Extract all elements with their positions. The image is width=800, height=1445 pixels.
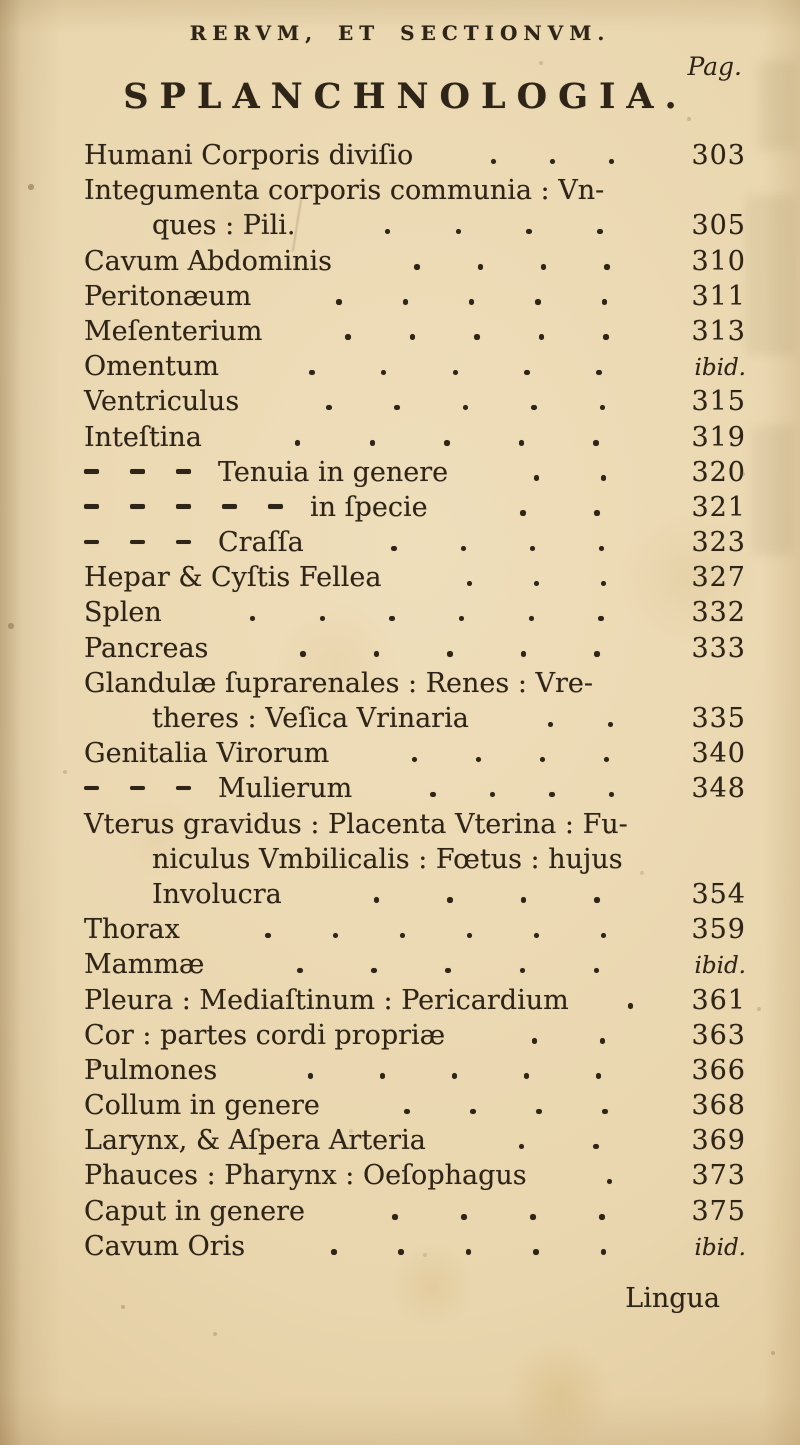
leader-dot (596, 1073, 602, 1079)
leader-dot (602, 1109, 608, 1115)
toc-page-number: ibid. (694, 355, 746, 382)
leader-dot (453, 370, 459, 376)
toc-entry-label: Omentum (84, 351, 219, 383)
toc-entry-label: Meſenterium (84, 315, 263, 347)
leader-dot (601, 933, 607, 939)
leader-dot (609, 159, 615, 165)
leader-dot (594, 968, 600, 974)
leader-dot (491, 159, 497, 165)
toc-page-number: 361 (691, 984, 746, 1016)
toc-entry-label: Peritonæum (84, 280, 252, 312)
toc-page-number: 369 (691, 1125, 746, 1157)
toc-row (84, 595, 746, 630)
ditto-dash (268, 504, 283, 509)
page-column-label: Pag. (687, 52, 742, 81)
dot-leader (445, 1038, 684, 1044)
ditto-dash (84, 469, 99, 474)
dot-leader (295, 228, 684, 234)
leader-dot (447, 897, 453, 903)
leader-dot (398, 1249, 404, 1255)
leader-dot (345, 334, 351, 340)
leader-dot (250, 616, 256, 622)
toc-row (84, 877, 746, 912)
leader-dot (530, 546, 536, 552)
dot-leader (426, 1143, 684, 1149)
dot-leader (623, 862, 684, 868)
toc-page-number: 375 (691, 1195, 746, 1227)
dot-leader (251, 299, 684, 305)
toc-entry-label: Larynx, & Aſpera Arteria (84, 1125, 426, 1157)
leader-dot (371, 968, 377, 974)
toc-row (84, 1229, 746, 1264)
leader-dot (265, 933, 271, 939)
leader-dot (385, 229, 391, 235)
leader-dot (374, 651, 380, 657)
toc-row (84, 842, 746, 877)
dot-leader (593, 686, 684, 692)
leader-dot (540, 757, 546, 763)
ditto-dash (130, 469, 145, 474)
toc-entry-label: Tenuia in genere (218, 456, 449, 488)
toc-row (84, 631, 746, 666)
leader-dot (548, 722, 554, 728)
leader-dot (380, 1073, 386, 1079)
toc-page-number: 333 (691, 632, 746, 664)
toc-entry-label: Vterus gravidus : Placenta Vterina : Fu- (84, 808, 628, 840)
ditto-dash (176, 504, 191, 509)
toc-page-number: 359 (691, 914, 746, 946)
leader-dot (604, 264, 610, 270)
leader-dot (609, 792, 615, 798)
toc-row (84, 1053, 746, 1088)
toc-page-number: 311 (691, 280, 746, 312)
leader-dot (412, 757, 418, 763)
leader-dot (476, 757, 482, 763)
leader-dot (459, 616, 465, 622)
leader-dot (381, 370, 387, 376)
leader-dot (430, 792, 436, 798)
toc-row (84, 912, 746, 947)
leader-dot (519, 1144, 525, 1150)
leader-dot (601, 1249, 607, 1255)
leader-dot (461, 546, 467, 552)
ditto-dash (130, 540, 145, 545)
dot-leader (204, 967, 684, 973)
dot-leader (239, 404, 684, 410)
ditto-dash (130, 504, 145, 509)
toc-row (84, 771, 746, 806)
dot-leader (604, 193, 684, 199)
dot-leader (329, 756, 684, 762)
dot-leader (569, 1003, 684, 1009)
leader-dot (308, 1073, 314, 1079)
leader-dot (394, 405, 400, 411)
toc-entry-label: niculus Vmbilicalis : Fœtus : hujus (152, 843, 623, 875)
toc-row (84, 807, 746, 842)
toc-entry-label: Collum in genere (84, 1090, 320, 1122)
leader-dot (463, 405, 469, 411)
leader-dot (444, 440, 450, 446)
bleedthrough-ghost (746, 195, 796, 355)
leader-dot (603, 334, 609, 340)
toc-row (84, 173, 746, 208)
leader-dot (336, 299, 342, 305)
ditto-dash-leader (84, 511, 283, 516)
leader-dot (596, 370, 602, 376)
dot-leader (304, 545, 684, 551)
toc-entry-label: Humani Corporis diviſio (84, 140, 414, 171)
ditto-dash (176, 786, 191, 791)
leader-dot (300, 651, 306, 657)
running-head: RERVM, ET SECTIONVM. (189, 21, 611, 45)
leader-dot (601, 475, 607, 481)
toc-entry-label: Mammæ (84, 949, 205, 981)
toc-entry-label: Cor : partes cordi propriæ (84, 1019, 446, 1051)
toc-page-number: 366 (691, 1054, 746, 1086)
dot-leader (217, 1073, 684, 1079)
ditto-dash-leader (84, 547, 191, 552)
ditto-dash (176, 469, 191, 474)
leader-dot (539, 334, 545, 340)
leader-dot (598, 616, 604, 622)
toc-entry-label: ques : Pili. (152, 210, 296, 242)
toc-entry-label: Genitalia Virorum (84, 738, 330, 770)
leader-dot (533, 1249, 539, 1255)
toc-entry-label: Hepar & Cyſtis Fellea (84, 562, 382, 594)
toc-entry-label: Involucra (152, 878, 282, 910)
toc-page-number: 305 (691, 210, 746, 242)
ditto-dash (84, 504, 99, 509)
toc-page-number: 321 (691, 491, 746, 523)
leader-dot (532, 1038, 538, 1044)
toc-list (84, 138, 746, 1264)
leader-dot (607, 1179, 613, 1185)
leader-dot (400, 933, 406, 939)
leader-dot (536, 1109, 542, 1115)
leader-dot (594, 897, 600, 903)
paper-speckles (0, 0, 2, 2)
toc-page-number: 332 (691, 597, 746, 629)
toc-page-number: 363 (691, 1019, 746, 1051)
leader-dot (320, 616, 326, 622)
dot-leader (262, 334, 684, 340)
toc-row (84, 666, 746, 701)
leader-dot (526, 229, 532, 235)
leader-dot (597, 229, 603, 235)
toc-page-number: 313 (691, 315, 746, 347)
dot-leader (282, 897, 684, 903)
toc-page-number: ibid. (694, 1234, 746, 1261)
leader-dot (530, 1214, 536, 1220)
leader-dot (524, 370, 530, 376)
leader-dot (478, 264, 484, 270)
leader-dot (602, 299, 608, 305)
dot-leader (428, 510, 684, 516)
toc-entry-label: Caput in genere (84, 1195, 305, 1227)
leader-dot (608, 722, 614, 728)
toc-page-number: 335 (691, 703, 746, 734)
leader-dot (600, 1038, 606, 1044)
leader-dot (309, 370, 315, 376)
toc-entry-label: Pancreas (84, 632, 209, 664)
dot-leader (628, 827, 684, 833)
ditto-dash (130, 786, 145, 791)
leader-dot (601, 581, 607, 587)
toc-page-number: 354 (691, 878, 746, 910)
toc-page-number: 348 (691, 773, 746, 805)
leader-dot (297, 968, 303, 974)
toc-page-number: 340 (691, 738, 746, 770)
leader-dot (445, 968, 451, 974)
dot-leader (162, 615, 684, 621)
leader-dot (474, 334, 480, 340)
bleedthrough-ghost (752, 425, 794, 555)
toc-page-number: 373 (691, 1160, 746, 1192)
leader-dot (521, 897, 527, 903)
leader-dot (404, 1109, 410, 1115)
toc-entry-label: Mulierum (218, 773, 353, 805)
toc-page-number: 315 (691, 386, 746, 418)
leader-dot (594, 651, 600, 657)
dot-leader (413, 158, 684, 164)
leader-dot (452, 1073, 458, 1079)
leader-dot (520, 510, 526, 516)
toc-row (84, 244, 746, 279)
ditto-dash-leader (84, 476, 191, 481)
toc-row (84, 1158, 746, 1193)
toc-page-number: 320 (691, 456, 746, 488)
leader-dot (490, 792, 496, 798)
leader-dot (599, 546, 605, 552)
toc-row (84, 736, 746, 771)
section-title: SPLANCHNOLOGIA. (123, 76, 688, 117)
toc-entry-label: Pulmones (84, 1054, 218, 1086)
dot-leader (469, 721, 684, 727)
toc-entry-label: Glandulæ ſuprarenales : Renes : Vre- (84, 667, 594, 699)
toc-row (84, 455, 746, 490)
leader-dot (535, 299, 541, 305)
toc-row (84, 1123, 746, 1158)
toc-page-number: 323 (691, 527, 746, 559)
ditto-dash-leader (84, 793, 191, 798)
toc-row (84, 349, 746, 384)
leader-dot (389, 616, 395, 622)
toc-row (84, 420, 746, 455)
dot-leader (332, 264, 684, 270)
leader-dot (593, 440, 599, 446)
leader-dot (414, 264, 420, 270)
leader-dot (529, 616, 535, 622)
leader-dot (550, 159, 556, 165)
toc-entry-label: Inteſtina (84, 421, 202, 453)
leader-dot (410, 334, 416, 340)
leader-dot (326, 405, 332, 411)
dot-leader (208, 651, 684, 657)
ditto-dash (84, 540, 99, 545)
leader-dot (594, 510, 600, 516)
leader-dot (467, 933, 473, 939)
toc-page-number: 303 (691, 140, 746, 171)
toc-entry-label: Pleura : Mediaſtinum : Pericardium (84, 984, 569, 1016)
leader-dot (593, 1144, 599, 1150)
dot-leader (527, 1178, 684, 1184)
toc-entry-label: Phauces : Pharynx : Oeſophagus (84, 1160, 527, 1192)
leader-dot (391, 546, 397, 552)
leader-dot (403, 299, 409, 305)
toc-row (84, 1018, 746, 1053)
leader-dot (534, 475, 540, 481)
leader-dot (461, 1214, 467, 1220)
dot-leader (219, 369, 684, 375)
leader-dot (374, 897, 380, 903)
leader-dot (467, 581, 473, 587)
leader-dot (604, 757, 610, 763)
leader-dot (521, 651, 527, 657)
toc-row (84, 560, 746, 595)
catchword: Lingua (625, 1283, 720, 1314)
toc-row (84, 138, 746, 173)
toc-page-number: 327 (691, 562, 746, 594)
dot-leader (381, 580, 684, 586)
leader-dot (370, 440, 376, 446)
toc-entry-label: Thorax (84, 914, 180, 946)
leader-dot (599, 1214, 605, 1220)
toc-page-number: 310 (691, 245, 746, 277)
toc-row (84, 208, 746, 243)
toc-row (84, 490, 746, 525)
leader-dot (549, 792, 555, 798)
toc-entry-label: Splen (84, 597, 162, 629)
toc-row (84, 701, 746, 736)
leader-dot (531, 405, 537, 411)
toc-entry-label: Ventriculus (84, 386, 240, 418)
dot-leader (245, 1249, 684, 1255)
dot-leader (180, 932, 684, 938)
toc-entry-label: Craſſa (218, 527, 304, 559)
leader-dot (447, 651, 453, 657)
toc-page-number: 319 (691, 421, 746, 453)
toc-row (84, 525, 746, 560)
toc-row (84, 1088, 746, 1123)
leader-dot (470, 1109, 476, 1115)
leader-dot (333, 933, 339, 939)
dot-leader (352, 791, 684, 797)
toc-row (84, 1194, 746, 1229)
leader-dot (392, 1214, 398, 1220)
toc-row (84, 983, 746, 1018)
toc-entry-label: Cavum Oris (84, 1230, 246, 1262)
leader-dot (524, 1073, 530, 1079)
leader-dot (534, 933, 540, 939)
leader-dot (628, 1003, 634, 1009)
leader-dot (519, 440, 525, 446)
toc-row (84, 384, 746, 419)
toc-row (84, 279, 746, 314)
dot-leader (202, 440, 684, 446)
leader-dot (600, 405, 606, 411)
toc-row (84, 947, 746, 982)
toc-row (84, 314, 746, 349)
ditto-dash (84, 786, 99, 791)
toc-entry-label: theres : Veſica Vrinaria (152, 703, 469, 734)
leader-dot (534, 581, 540, 587)
leader-dot (520, 968, 526, 974)
ditto-dash (222, 504, 237, 509)
ditto-dash (176, 540, 191, 545)
toc-entry-label: in ſpecie (310, 491, 428, 523)
toc-page-number: 368 (691, 1090, 746, 1122)
toc-page-number: ibid. (694, 953, 746, 980)
leader-dot (466, 1249, 472, 1255)
leader-dot (541, 264, 547, 270)
leader-dot (469, 299, 475, 305)
toc-entry-label: Integumenta corporis communia : Vn- (84, 175, 605, 207)
leader-dot (295, 440, 301, 446)
leader-dot (331, 1249, 337, 1255)
dot-leader (305, 1214, 684, 1220)
dot-leader (320, 1108, 684, 1114)
toc-entry-label: Cavum Abdominis (84, 245, 333, 277)
leader-dot (456, 229, 462, 235)
dot-leader (448, 475, 684, 481)
